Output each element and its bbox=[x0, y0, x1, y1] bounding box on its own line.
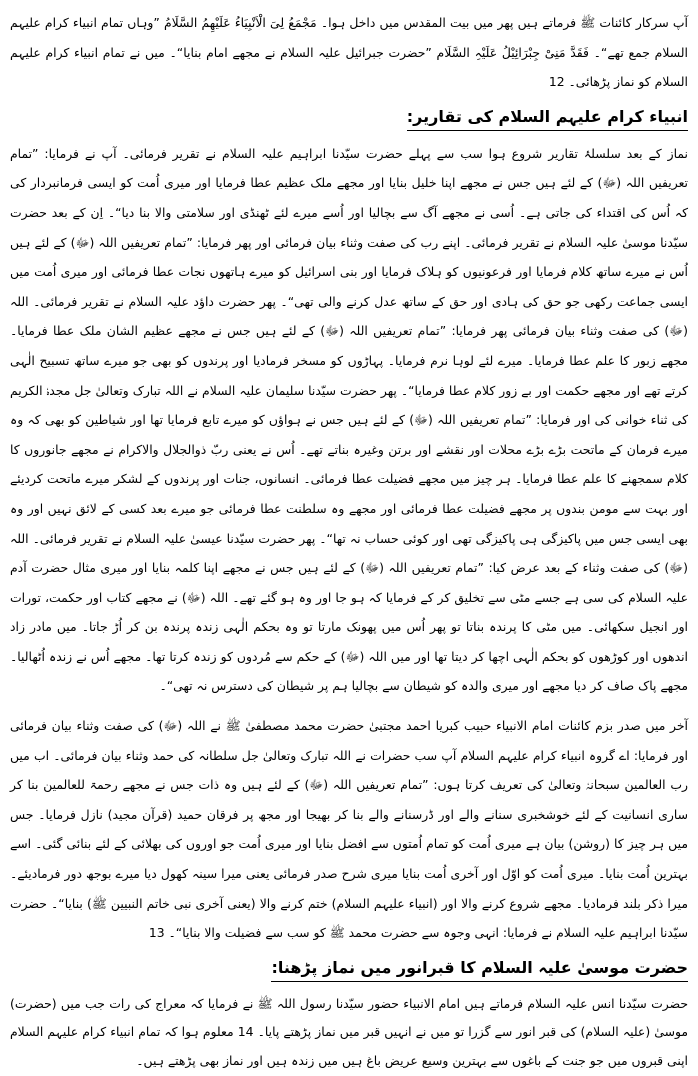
intro-paragraph: آپ سرکار کائنات ﷺ فرماتے ہیں پھر میں بیت المقدس میں داخل ہوا۔ مَجْمَعُ لِیَ الْاَنْبِیَاءُ عَلَیْھِمُ السَّلَامُ ”وہاں تمام انبیاء کرام علیہم السلام جمع تھے“۔ فَقَدَّ مَنِیْ جِبْرَائِیْلُ عَلَیْہِ السَّلَام ”حضرت جبرائیل علیہ السلام نے مجھے امام بنایا“۔ میں نے تمام انبیاء کرام علیہم السلام کو نماز پڑھائی۔ 12 bbox=[10, 15, 688, 90]
speeches-paragraph: نماز کے بعد سلسلۂ تقاریر شروع ہوا سب سے پہلے حضرت سیّدنا ابراہیم علیہ السلام نے تقریر فرمائی۔ آپ نے فرمایا: ”تمام تعریفیں اللہ (ﷻ) کے لئے ہیں جس نے مجھے اپنا خلیل بنایا اور مجھے ملک عظیم عطا فرمایا اور میری اُمت کو ایسی فرمانبردار کی کہ اُس کی اقتداء کی جاتی ہے۔ اُسی نے مجھے آگ سے بچالیا اور اُسے میرے لئے ٹھنڈی اور سلامتی والا بنا دیا“۔ اِن کے بعد حضرت سیّدنا موسیٰ علیہ السلام نے تقریر فرمائی۔ اپنے رب کی صفت وثناء بیان فرمائی اور پھر فرمایا: ”تمام تعریفیں اللہ (ﷻ) کے لئے ہیں اُس نے میرے ساتھ کلام فرمایا اور فرعونیوں کو ہلاک فرمایا اور بنی اسرائیل کو میرے ہاتھوں نجات عطا فرمائی اور میری اُمت میں ایسی جماعت رکھی جو حق کی ہادی اور حق کے ساتھ عدل کرنے والی تھی“۔ پھر حضرت داؤد علیہ السلام نے تقریر فرمائی۔ اللہ (ﷻ) کی صفت وثناء بیان فرمائی پھر فرمایا: ”تمام تعریفیں اللہ (ﷻ) کے لئے ہیں جس نے مجھے عظیم الشان ملک عطا فرمایا۔ مجھے زبور کا علم عطا فرمایا۔ میرے لئے لوہا نرم فرمایا۔ پہاڑوں کو مسخر فرمادیا اور پرندوں کو بھی جو میرے ساتھ تسبیح الٰہی کرتے تھے اور مجھے حکمت اور بے زور کلام عطا فرمایا“۔ پھر حضرت سیّدنا سلیمان علیہ السلام نے اللہ تبارک وتعالیٰ جل مجدہٗ الکریم کی ثناء خوانی کی اور فرمایا: ”تمام تعریفیں اللہ (ﷻ) کے لئے ہیں جس نے ہواؤں کو میرے تابع فرمایا تھا اور شیاطین کو بھی کہ وہ میرے فرمان کے ماتحت بڑے بڑے محلات اور نقشے اور برتن وغیرہ بناتے تھے۔ اُس نے یعنی ربّ ذوالجلال والاکرام نے مجھے جانوروں کا کلام سمجھنے کا علم عطا فرمایا۔ ہر چیز میں مجھے فضیلت عطا فرمائی۔ انسانوں، جنات اور پرندوں کے لشکر میرے ماتحت کردیئے اور بہت سے مومن بندوں پر مجھے فضیلت عطا فرمائی اور مجھے وہ سلطنت عطا فرمائی جو میرے بعد کسی کے لائق نہیں اور وہ بھی ایسی جس میں پاکیزگی ہی پاکیزگی تھی اور کوئی حساب نہ تھا“۔ پھر حضرت سیّدنا عیسیٰ علیہ السلام نے تقریر فرمائی۔ اللہ (ﷻ) کی صفت وثناء کے بعد عرض کیا: ”تمام تعریفیں اللہ (ﷻ) کے لئے ہیں جس نے مجھے اپنا کلمہ بنایا اور میری مثال حضرت آدم علیہ السلام کی سی ہے جسے مٹی سے تخلیق کر کے فرمایا کہ ہو جا اور وہ ہو گئے تھے۔ اللہ (ﷻ) نے مجھے کتاب اور حکمت، تورات اور انجیل سکھائی۔ میں مٹی کا پرندہ بناتا تو پھر اُس میں پھونک مارتا تو وہ بحکم الٰہی زندہ پرندہ بن کر اُڑ جاتا۔ میں مادر زاد اندھوں اور کوڑھوں کو بحکم الٰہی اچھا کر دیتا تھا اور میں اللہ (ﷻ) کے حکم سے مُردوں کو زندہ کرتا تھا۔ مجھے اُس نے زندہ اُٹھالیا۔ مجھے پاک صاف کر دیا مجھے اور میری والدہ کو شیطان سے بچالیا ہم پر شیطان کی دسترس نہ تھی“۔ bbox=[10, 145, 688, 694]
final-speech-paragraph: آخر میں صدر بزم کائنات امام الانبیاء حبیب کبریا احمد مجتبیٰ حضرت محمد مصطفیٰ ﷺ نے اللہ (ﷻ) کی صفت وثناء بیان فرمائی اور فرمایا: اے گروہ انبیاء کرام علیہم السلام آپ سب حضرات نے اللہ تبارک وتعالیٰ جل سلطانہ کی حمد وثناء بیان فرمائی۔ اب میں رب العالمین سبحانہٗ وتعالیٰ کی تعریف کرتا ہوں: ”تمام تعریفیں اللہ (ﷻ) کے لئے ہیں وہ ذات جس نے مجھے رحمۃ للعالمین بنا کر ساری انسانیت کے لئے خوشخبری سنانے والے اور ڈرسنانے والے بنا کر بھیجا اور مجھ پر فرقان حمید (قرآن مجید) نازل فرمایا۔ جس میں ہر چیز کا (روشن) بیان ہے میری اُمت کو تمام اُمتوں سے افضل بنایا اور میری اُمت جو اوروں کی بھلائی کے لئے بنائی گئی۔ اسے بہترین اُمت بنایا۔ میری اُمت کو اوّل اور آخری اُمت بنایا میری شرح صدر فرمائی یعنی میرا سینہ کھول دیا میرے بوجھ دور فرمادیئے۔ میرا ذکر بلند فرمادیا۔ مجھے شروع کرنے والا اور (انبیاء علیہم السلام) ختم کرنے والا (یعنی آخری نبی خاتم النبیین ﷺ) بنایا“۔ حضرت سیّدنا ابراہیم علیہ السلام نے فرمایا: انہی وجوہ سے حضرت محمد ﷺ کو سب سے فضیلت والا بنایا“۔ 13 bbox=[10, 718, 688, 941]
section-heading-moses-prayer: حضرت موسیٰ علیہ السلام کا قبرانور میں نماز پڑھنا: bbox=[271, 956, 688, 982]
section-heading-prophets-speeches: انبیاء کرام علیہم السلام کی تقاریر: bbox=[407, 105, 688, 131]
moses-paragraph: حضرت سیّدنا انس علیہ السلام فرماتے ہیں امام الانبیاء حضور سیّدنا رسول اللہ ﷺ نے فرمایا کہ معراج کی رات جب میں (حضرت) موسیٰ (علیہ السلام) کی قبر انور سے گزرا تو میں نے انہیں قبر میں نماز پڑھتے پایا۔ 14 معلوم ہوا کہ تمام انبیاء کرام علیہم السلام اپنی قبروں میں جو جنت کے باغوں سے بہترین وسیع عریض باغ ہیں میں زندہ ہیں اور نماز بھی پڑھتے ہیں۔ bbox=[10, 995, 688, 1068]
